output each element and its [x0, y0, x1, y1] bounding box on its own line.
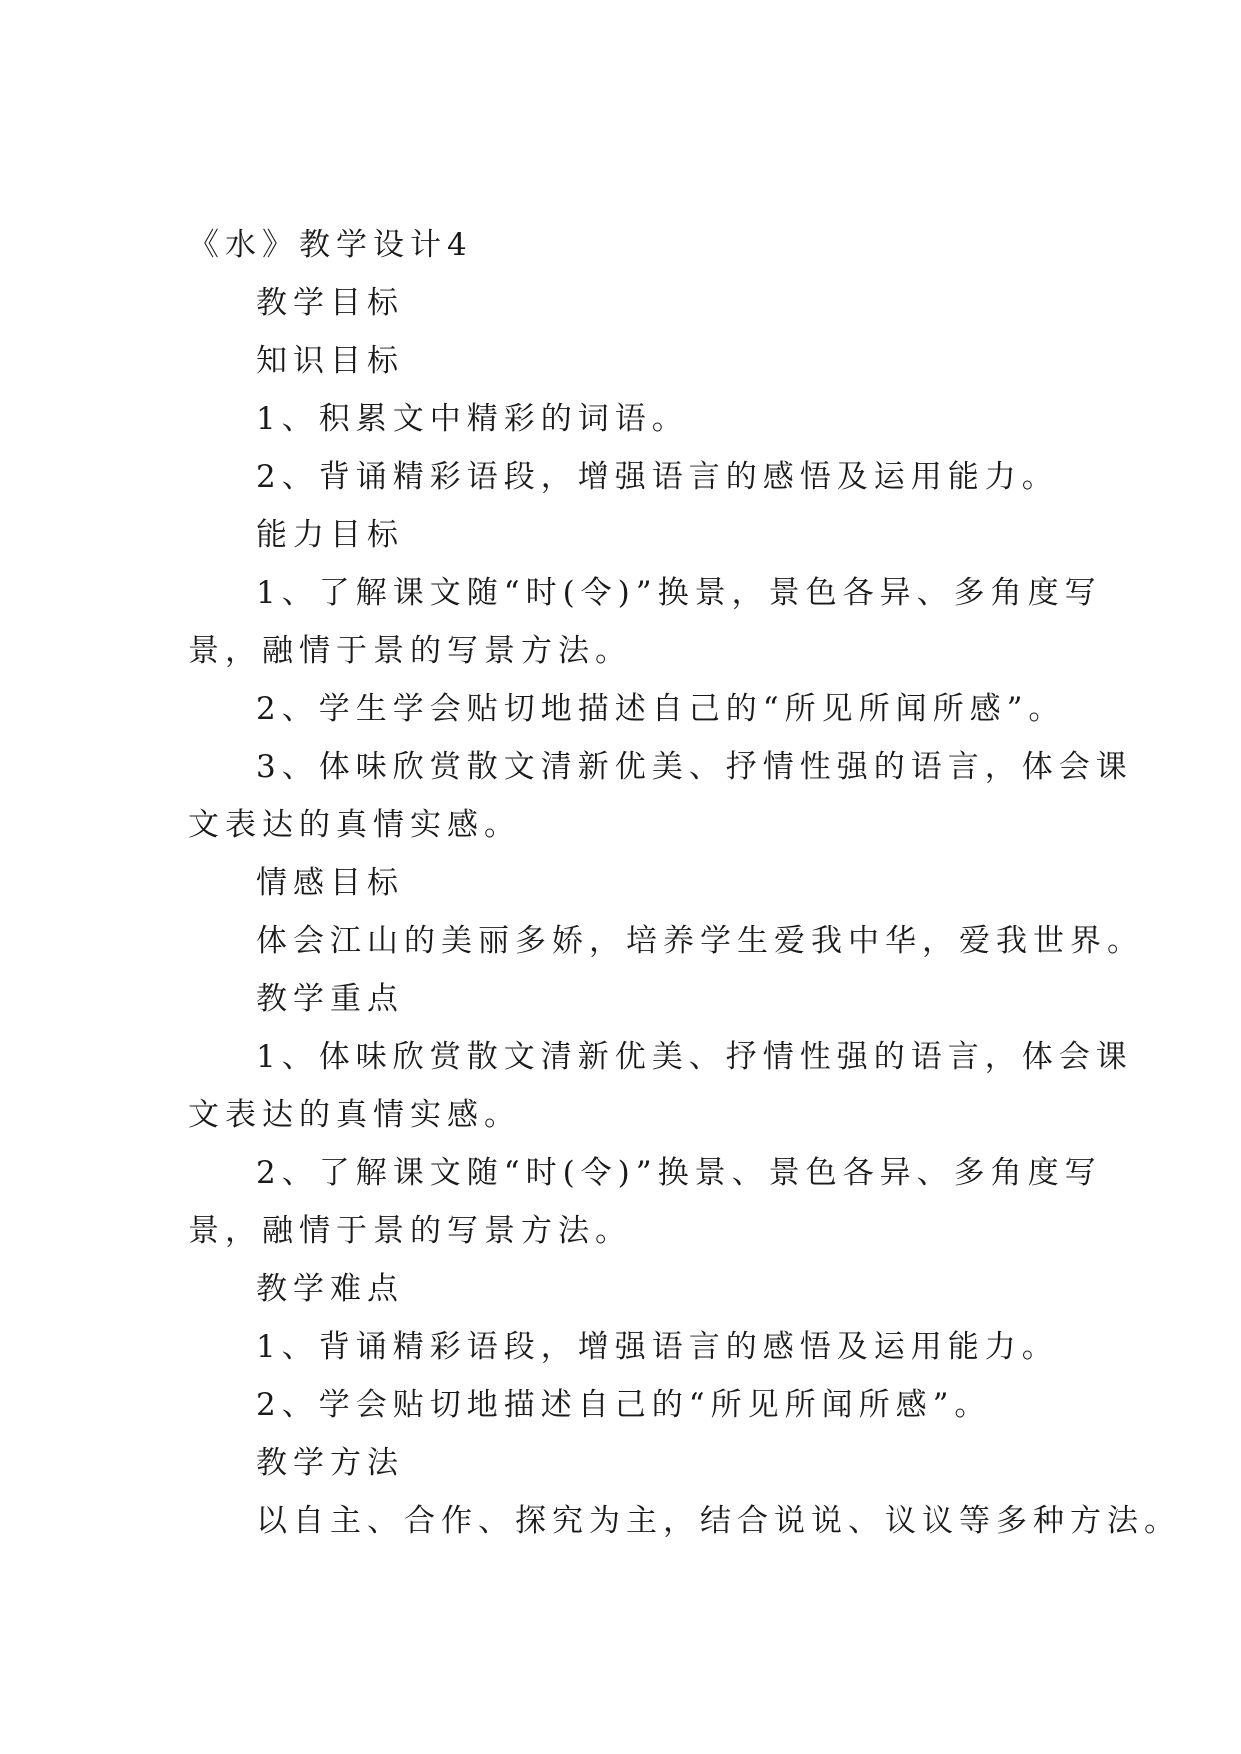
paragraph-line: 2、学会贴切地描述自己的“所见所闻所感”。: [256, 1387, 992, 1423]
paragraph-line: 1、了解课文随“时(令)”换景，景色各异、多角度写: [256, 575, 1102, 611]
heading-teaching-goals: 教学目标: [256, 285, 404, 321]
heading-difficulties: 教学难点: [256, 1271, 404, 1307]
heading-ability-goals: 能力目标: [256, 517, 404, 553]
paragraph-line: 以自主、合作、探究为主，结合说说、议议等多种方法。: [256, 1503, 1181, 1539]
paragraph-line: 2、了解课文随“时(令)”换景、景色各异、多角度写: [256, 1155, 1102, 1191]
paragraph-line: 2、学生学会贴切地描述自己的“所见所闻所感”。: [256, 691, 1066, 727]
paragraph-line: 2、背诵精彩语段，增强语言的感悟及运用能力。: [256, 459, 1059, 495]
paragraph-line: 景，融情于景的写景方法。: [188, 633, 632, 669]
paragraph-line: 文表达的真情实感。: [188, 1097, 521, 1133]
document-title: 《水》教学设计4: [188, 227, 473, 263]
paragraph-line: 体会江山的美丽多娇，培养学生爱我中华，爱我世界。: [256, 923, 1144, 959]
paragraph-line: 1、背诵精彩语段，增强语言的感悟及运用能力。: [256, 1329, 1059, 1365]
heading-methods: 教学方法: [256, 1445, 404, 1481]
paragraph-line: 文表达的真情实感。: [188, 807, 521, 843]
paragraph-line: 3、体味欣赏散文清新优美、抒情性强的语言，体会课: [256, 749, 1133, 785]
paragraph-line: 1、体味欣赏散文清新优美、抒情性强的语言，体会课: [256, 1039, 1133, 1075]
heading-emotion-goals: 情感目标: [256, 865, 404, 901]
paragraph-line: 景，融情于景的写景方法。: [188, 1213, 632, 1249]
paragraph-line: 1、积累文中精彩的词语。: [256, 401, 689, 437]
heading-key-points: 教学重点: [256, 981, 404, 1017]
heading-knowledge-goals: 知识目标: [256, 343, 404, 379]
